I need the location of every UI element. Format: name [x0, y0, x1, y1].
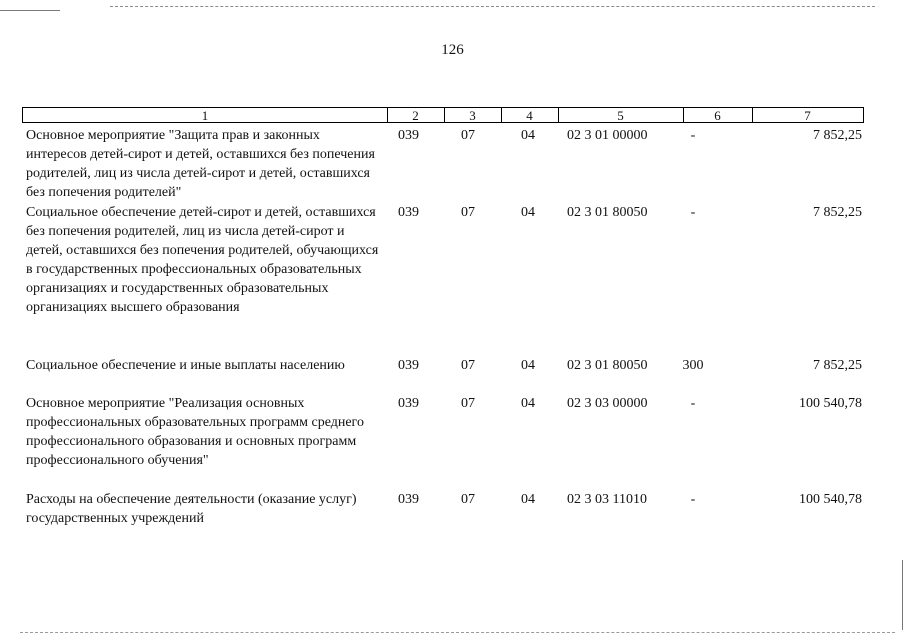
row-col-2: 039: [398, 205, 419, 220]
row-col-7: 7 852,25: [813, 358, 862, 373]
row-col-7: 100 540,78: [799, 492, 862, 507]
row-col-4: 04: [521, 128, 535, 143]
row-col-5: 02 3 03 11010: [567, 492, 647, 507]
row-col-3: 07: [461, 128, 475, 143]
row-name: Основное мероприятие "Защита прав и законных интересов детей-сирот и детей, оставшихся без попечения родителей, лиц из числа детей-сирот и детей, оставшихся без попечения родителей": [26, 128, 375, 200]
row-name: Основное мероприятие "Реализация основных профессиональных образовательных программ среднего профессионального образования и основных программ профессионального обучения": [26, 396, 364, 468]
row-name: Социальное обеспечение и иные выплаты населению: [26, 358, 345, 373]
row-col-5: 02 3 01 80050: [567, 358, 648, 373]
row-col-7: 7 852,25: [813, 205, 862, 220]
row-col-3: 07: [461, 492, 475, 507]
row-col-2: 039: [398, 358, 419, 373]
scan-artifact-bottom: [20, 632, 895, 633]
table-header: [22, 107, 864, 123]
row-col-7: 7 852,25: [813, 128, 862, 143]
header-cell-6: 6: [683, 108, 753, 122]
row-col-5: 02 3 01 00000: [567, 128, 648, 143]
row-col-2: 039: [398, 492, 419, 507]
header-cell-2: 2: [387, 108, 445, 122]
row-col-4: 04: [521, 396, 535, 411]
row-col-6: -: [690, 396, 696, 411]
scan-artifact-edge: [902, 560, 903, 630]
row-col-4: 04: [521, 205, 535, 220]
page-number: 126: [441, 42, 464, 58]
header-cell-7: 7: [804, 108, 811, 123]
header-cell-4: 4: [501, 108, 559, 122]
header-cell-3: 3: [444, 108, 502, 122]
row-name: Социальное обеспечение детей-сирот и детей, оставшихся без попечения родителей, лиц из числа детей-сирот и детей, оставшихся без попечения родителей, обучающихся в государственных профессиональных образовательных организациях и государственных образовательных организациях высшего образования: [26, 205, 379, 315]
scan-artifact-top-left: [0, 10, 60, 11]
row-col-3: 07: [461, 358, 475, 373]
row-col-5: 02 3 01 80050: [567, 205, 648, 220]
row-col-4: 04: [521, 492, 535, 507]
row-col-3: 07: [461, 205, 475, 220]
row-col-6: -: [690, 492, 696, 507]
row-col-2: 039: [398, 128, 419, 143]
row-col-6: -: [690, 205, 696, 220]
scan-artifact-top: [110, 6, 875, 7]
row-col-7: 100 540,78: [799, 396, 862, 411]
header-cell-1: 1: [23, 108, 388, 122]
row-col-4: 04: [521, 358, 535, 373]
row-col-5: 02 3 03 00000: [567, 396, 648, 411]
row-col-6: 300: [682, 358, 704, 373]
header-cell-5: 5: [558, 108, 684, 122]
row-col-2: 039: [398, 396, 419, 411]
row-col-6: -: [690, 128, 696, 143]
row-name: Расходы на обеспечение деятельности (оказание услуг) государственных учреждений: [26, 492, 357, 526]
row-col-3: 07: [461, 396, 475, 411]
